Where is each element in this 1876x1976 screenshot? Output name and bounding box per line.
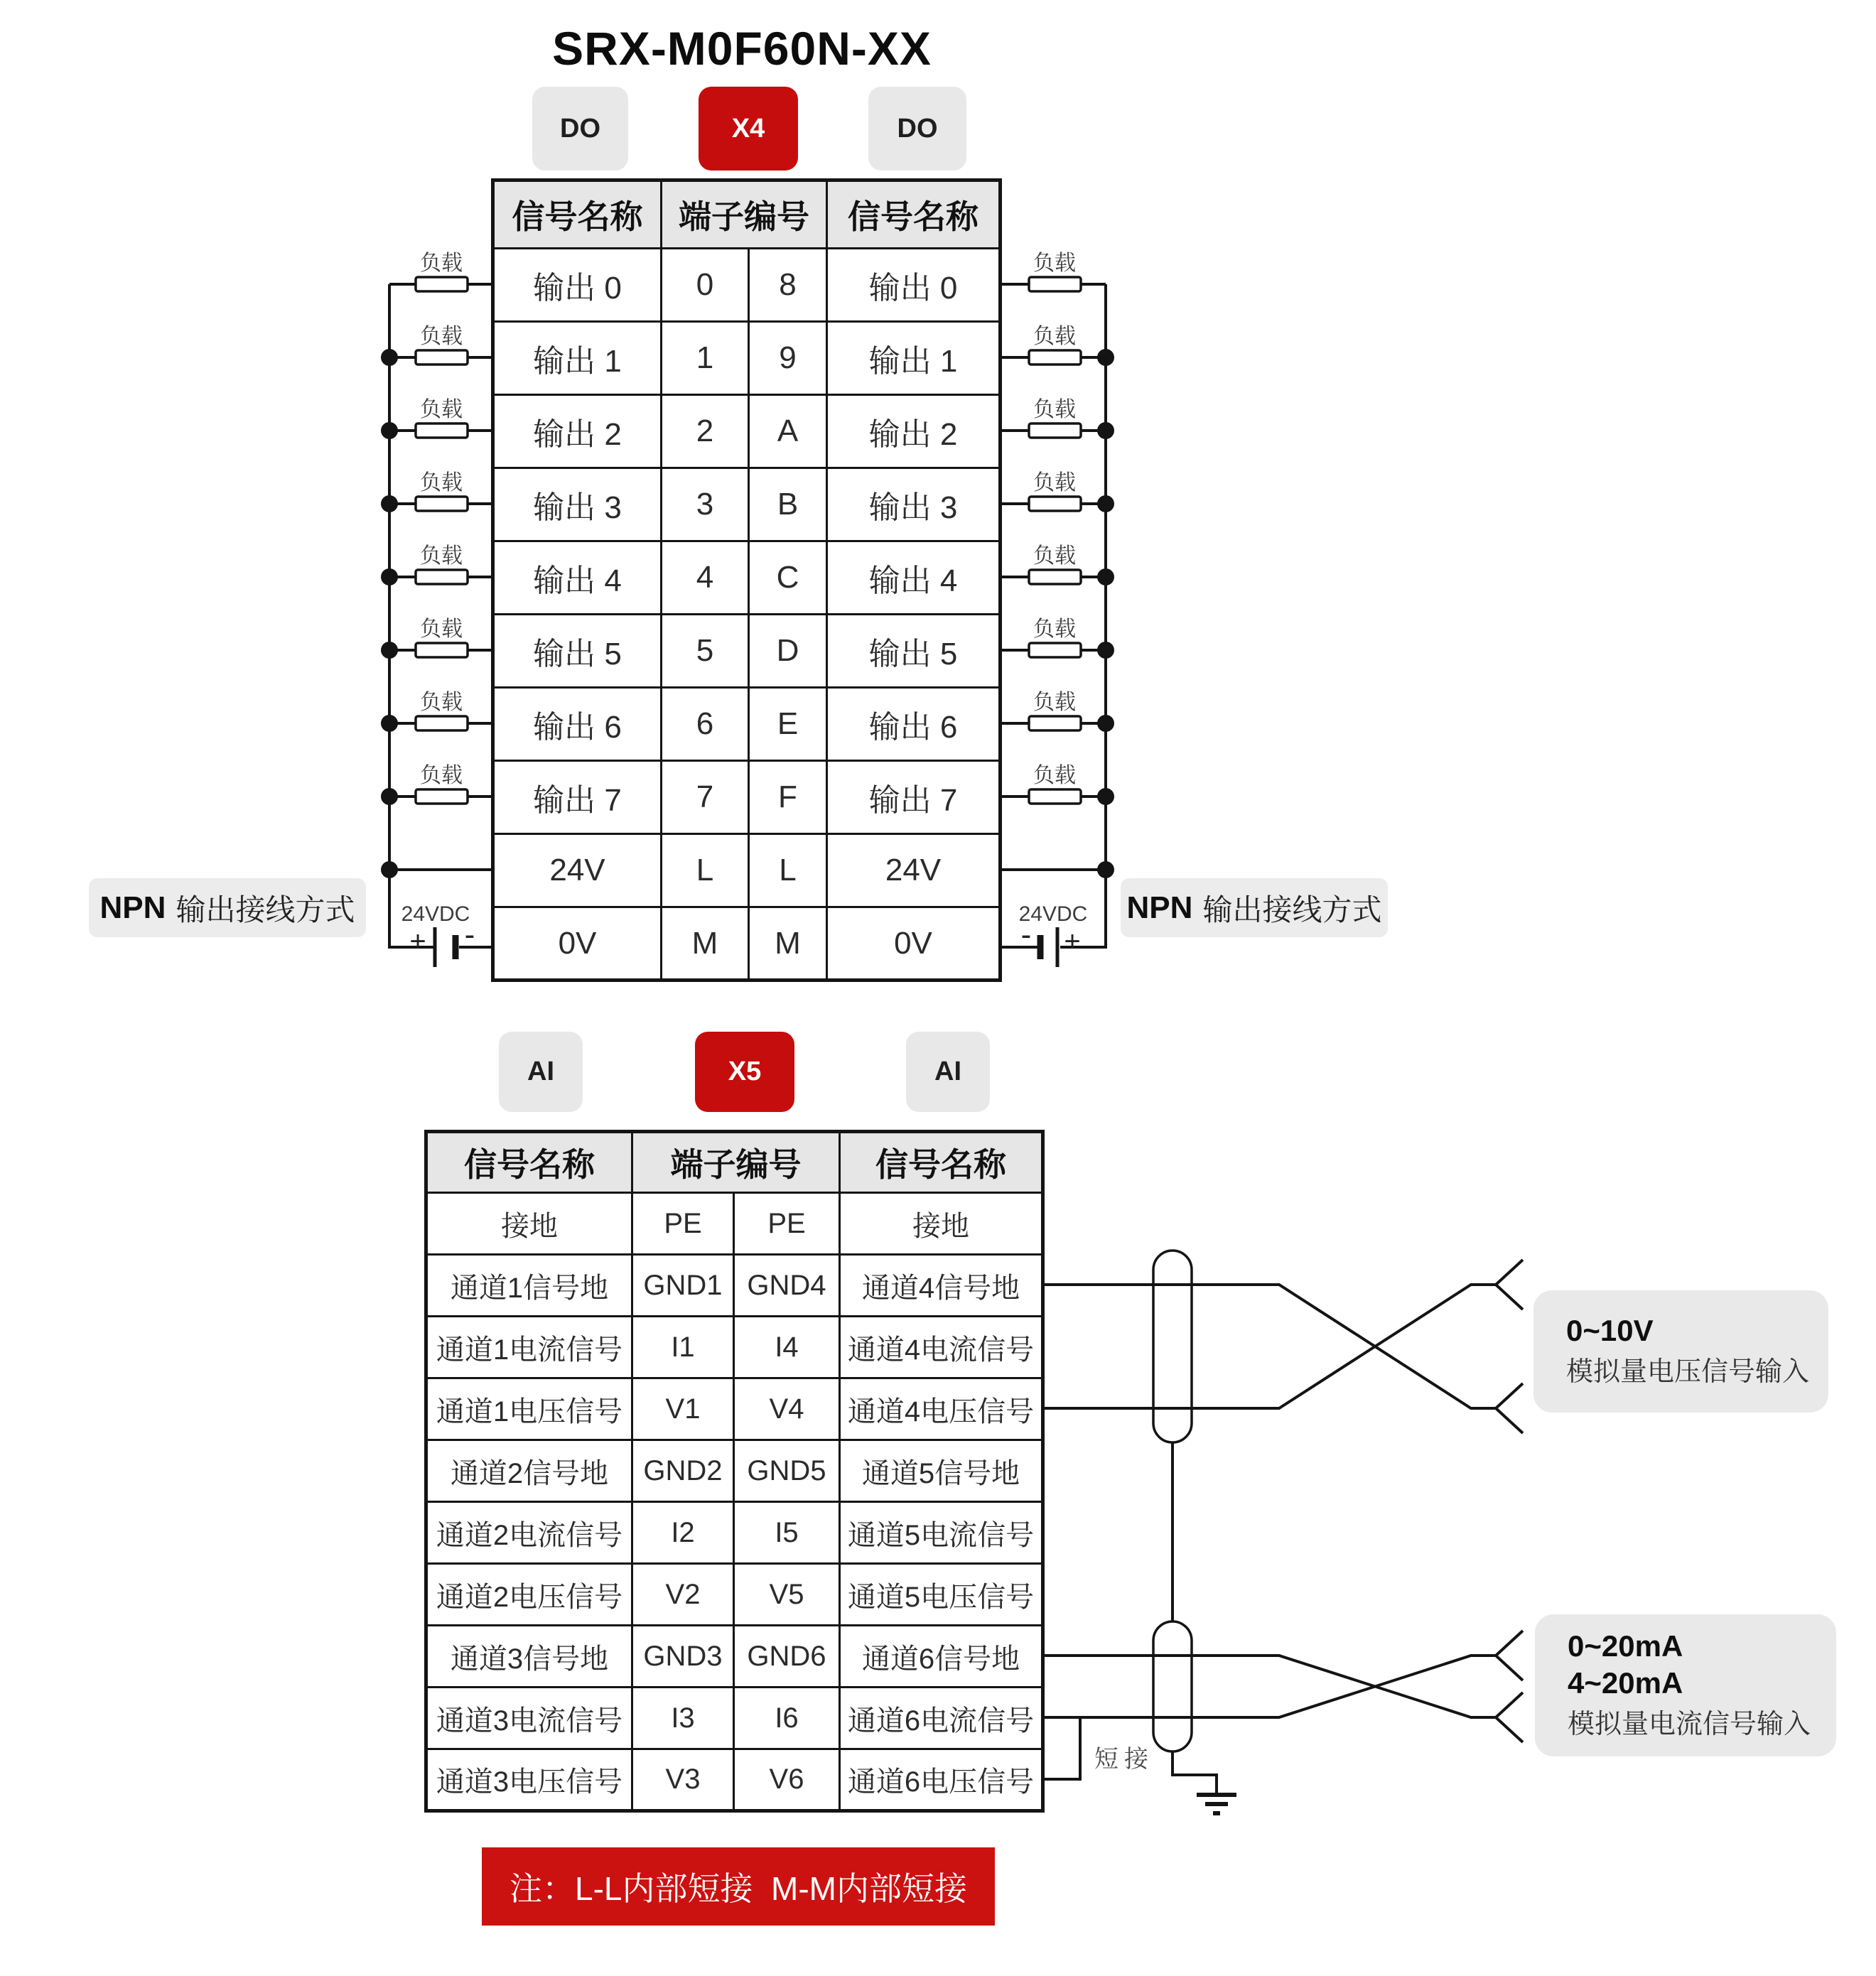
table-cell: 通道2电压信号 (426, 1564, 632, 1626)
x5-table-body (426, 1193, 1043, 1811)
badge-ai-right: AI (906, 1032, 990, 1112)
cable-shield (1153, 1251, 1192, 1442)
table-cell: V3 (632, 1749, 734, 1811)
junction-dot (381, 642, 398, 659)
table-cell: 输出 6 (493, 688, 662, 761)
table-cell: I4 (734, 1317, 840, 1378)
x5-table-header (426, 1132, 1043, 1193)
table-cell: F (749, 761, 827, 834)
table-cell: 通道6信号地 (840, 1626, 1043, 1688)
table-cell: 0V (827, 907, 1001, 981)
table-cell: GND3 (632, 1626, 734, 1688)
cable-shield (1153, 1621, 1192, 1751)
table-cell: 输出 2 (827, 395, 1001, 468)
voltage-pair-wire (1043, 1285, 1496, 1408)
plus-sign: + (1064, 926, 1081, 957)
table-cell: V5 (734, 1564, 840, 1626)
load-resistor (1029, 497, 1081, 511)
load-label: 负载 (420, 252, 463, 275)
x5-terminal-table (424, 1130, 1045, 1813)
column-header: 信号名称 (840, 1132, 1043, 1193)
table-cell: 通道1信号地 (426, 1255, 632, 1317)
minus-sign: - (464, 917, 475, 952)
table-row (426, 1193, 1043, 1255)
load-resistor (1029, 570, 1081, 584)
junction-dot (1097, 568, 1114, 585)
table-cell: 输出 2 (493, 395, 662, 468)
load-resistor (1029, 789, 1081, 804)
table-row (426, 1317, 1043, 1378)
table-cell: 输出 1 (827, 322, 1001, 395)
junction-dot (1097, 422, 1114, 439)
junction-dot (1097, 788, 1114, 805)
table-cell: PE (734, 1193, 840, 1255)
table-cell: 通道5电流信号 (840, 1502, 1043, 1564)
shield-ground-wire (1172, 1751, 1217, 1795)
table-cell: L (662, 834, 749, 907)
page-title: SRX-M0F60N-XX (552, 22, 932, 75)
load-label: 负载 (1033, 764, 1076, 787)
table-cell: 4 (662, 541, 749, 615)
table-cell: A (749, 395, 827, 468)
table-cell: I6 (734, 1688, 840, 1749)
wire-arrow (1496, 1260, 1523, 1433)
column-header: 信号名称 (827, 180, 1001, 249)
load-label: 负载 (420, 617, 463, 641)
npn-note-right (1121, 878, 1388, 937)
junction-dot (381, 495, 398, 512)
table-cell: 2 (662, 395, 749, 468)
column-header: 信号名称 (493, 180, 662, 249)
table-row (493, 834, 1001, 907)
load-label: 负载 (1033, 544, 1076, 568)
voltage-desc-text: 模拟量电压信号输入 (1566, 1356, 1810, 1387)
load-resistor (416, 277, 468, 291)
table-cell: 通道3电流信号 (426, 1688, 632, 1749)
table-row (493, 395, 1001, 468)
column-header: 端子编号 (662, 180, 827, 249)
current-pair-wire (1043, 1656, 1496, 1717)
table-row (493, 249, 1001, 322)
load-label: 负载 (420, 544, 463, 568)
npn-note-left (89, 878, 366, 937)
table-cell: C (749, 541, 827, 615)
note-text: 注：L-L内部短接 M-M内部短接 (510, 1870, 967, 1907)
table-cell: 通道5电压信号 (840, 1564, 1043, 1626)
table-cell: V1 (632, 1378, 734, 1440)
table-cell: 通道5信号地 (840, 1440, 1043, 1502)
column-header: 端子编号 (632, 1132, 840, 1193)
table-cell: 输出 6 (827, 688, 1001, 761)
table-cell: 接地 (426, 1193, 632, 1255)
table-cell: 输出 7 (827, 761, 1001, 834)
table-cell: I2 (632, 1502, 734, 1564)
load-label: 负载 (1033, 617, 1076, 641)
table-cell: 8 (749, 249, 827, 322)
current-range-text: 4~20mA (1568, 1666, 1683, 1700)
current-range-text: 0~20mA (1568, 1629, 1683, 1663)
table-cell: GND1 (632, 1255, 734, 1317)
junction-dot (381, 568, 398, 585)
table-cell: B (749, 468, 827, 541)
table-row (426, 1564, 1043, 1626)
junction-dot (381, 349, 398, 366)
load-resistor (1029, 277, 1081, 291)
table-cell: M (662, 907, 749, 981)
table-cell: 9 (749, 322, 827, 395)
table-cell: 7 (662, 761, 749, 834)
plus-sign: + (409, 926, 426, 957)
junction-dot (1097, 495, 1114, 512)
table-header-row (493, 180, 1001, 249)
load-label: 负载 (420, 691, 463, 714)
column-header: 信号名称 (426, 1132, 632, 1193)
table-cell: 通道3电压信号 (426, 1749, 632, 1811)
table-cell: 输出 4 (493, 541, 662, 615)
load-resistor (416, 570, 468, 584)
npn-note-bold: NPN (1126, 890, 1193, 925)
table-cell: 通道4电流信号 (840, 1317, 1043, 1378)
load-label: 负载 (420, 325, 463, 348)
voltage-input-label (1533, 1290, 1828, 1413)
table-cell: 通道1电流信号 (426, 1317, 632, 1378)
current-input-label (1535, 1614, 1836, 1756)
table-row (426, 1502, 1043, 1564)
table-row (426, 1378, 1043, 1440)
load-label: 负载 (1033, 252, 1076, 275)
table-cell: 通道6电压信号 (840, 1749, 1043, 1811)
table-cell: 24V (493, 834, 662, 907)
table-cell: 3 (662, 468, 749, 541)
load-resistor (1029, 423, 1081, 438)
table-cell: GND5 (734, 1440, 840, 1502)
x4-table-header (493, 180, 1001, 249)
table-cell: 通道1电压信号 (426, 1378, 632, 1440)
load-resistor (1029, 716, 1081, 730)
table-cell: 通道2信号地 (426, 1440, 632, 1502)
table-cell: 6 (662, 688, 749, 761)
table-cell: GND4 (734, 1255, 840, 1317)
badge-do-left: DO (532, 87, 628, 171)
load-resistor (416, 497, 468, 511)
table-cell: PE (632, 1193, 734, 1255)
table-cell: 输出 0 (827, 249, 1001, 322)
table-row (493, 468, 1001, 541)
load-label: 负载 (1033, 398, 1076, 421)
table-row (426, 1749, 1043, 1811)
note-banner (482, 1847, 995, 1926)
table-cell: M (749, 907, 827, 981)
table-cell: 通道6电流信号 (840, 1688, 1043, 1749)
junction-dot (1097, 861, 1114, 878)
table-cell: I1 (632, 1317, 734, 1378)
table-cell: 1 (662, 322, 749, 395)
load-resistor (416, 423, 468, 438)
load-resistor (1029, 643, 1081, 657)
junction-dot (1097, 715, 1114, 732)
supply-label: 24VDC (1018, 902, 1088, 926)
table-row (426, 1688, 1043, 1749)
npn-note-text: 输出接线方式 (1202, 892, 1382, 927)
table-cell: D (749, 615, 827, 688)
table-cell: GND6 (734, 1626, 840, 1688)
minus-sign: - (1020, 917, 1032, 952)
npn-note-bold: NPN (99, 890, 166, 925)
junction-dot (1097, 642, 1114, 659)
table-row (426, 1255, 1043, 1317)
x4-table-body (493, 249, 1001, 981)
load-resistor (1029, 350, 1081, 365)
ground-icon (1197, 1795, 1236, 1813)
jumper-label: 短接 (1094, 1746, 1154, 1773)
table-cell: L (749, 834, 827, 907)
jumper-wire (1043, 1717, 1080, 1779)
table-cell: 通道4信号地 (840, 1255, 1043, 1317)
table-cell: 输出 4 (827, 541, 1001, 615)
load-resistor (416, 789, 468, 804)
table-cell: 输出 0 (493, 249, 662, 322)
junction-dot (381, 861, 398, 878)
voltage-range-text: 0~10V (1566, 1314, 1654, 1348)
junction-dot (381, 715, 398, 732)
table-row (426, 1440, 1043, 1502)
table-cell: V2 (632, 1564, 734, 1626)
junction-dot (381, 422, 398, 439)
table-row (493, 761, 1001, 834)
current-desc-text: 模拟量电流信号输入 (1568, 1709, 1811, 1739)
table-row (426, 1626, 1043, 1688)
table-cell: 输出 5 (493, 615, 662, 688)
table-cell: I3 (632, 1688, 734, 1749)
table-cell: 24V (827, 834, 1001, 907)
table-row (493, 615, 1001, 688)
load-label: 负载 (1033, 471, 1076, 495)
npn-note-text: 输出接线方式 (176, 892, 355, 927)
table-row (493, 322, 1001, 395)
wire-arrow (1496, 1631, 1523, 1742)
load-label: 负载 (420, 471, 463, 495)
table-cell: 5 (662, 615, 749, 688)
load-label: 负载 (1033, 691, 1076, 714)
badge-do-right: DO (868, 87, 966, 171)
table-cell: E (749, 688, 827, 761)
table-cell: 输出 1 (493, 322, 662, 395)
table-cell: 输出 7 (493, 761, 662, 834)
junction-dot (381, 788, 398, 805)
table-cell: 通道2电流信号 (426, 1502, 632, 1564)
x4-terminal-table (491, 178, 1002, 982)
badge-ai-left: AI (499, 1032, 583, 1112)
power-bus-wire (1060, 284, 1106, 947)
load-resistor (416, 350, 468, 365)
table-row (493, 688, 1001, 761)
power-bus-wire (389, 284, 433, 947)
table-cell: 输出 3 (827, 468, 1001, 541)
table-cell: V4 (734, 1378, 840, 1440)
x5-cable-circuit (1043, 1251, 1523, 1813)
table-cell: 0V (493, 907, 662, 981)
table-cell: GND2 (632, 1440, 734, 1502)
badge-x4: X4 (699, 87, 798, 171)
table-row (493, 541, 1001, 615)
badge-x5: X5 (695, 1032, 794, 1112)
table-cell: V6 (734, 1749, 840, 1811)
table-cell: 输出 3 (493, 468, 662, 541)
table-cell: 0 (662, 249, 749, 322)
load-label: 负载 (420, 398, 463, 421)
supply-label: 24VDC (401, 902, 470, 926)
load-resistor (416, 716, 468, 730)
table-cell: 通道4电压信号 (840, 1378, 1043, 1440)
table-cell: 通道3信号地 (426, 1626, 632, 1688)
table-row (493, 907, 1001, 981)
junction-dot (1097, 349, 1114, 366)
table-cell: I5 (734, 1502, 840, 1564)
load-label: 负载 (420, 764, 463, 787)
table-header-row (426, 1132, 1043, 1193)
load-label: 负载 (1033, 325, 1076, 348)
table-cell: 输出 5 (827, 615, 1001, 688)
table-cell: 接地 (840, 1193, 1043, 1255)
load-resistor (416, 643, 468, 657)
